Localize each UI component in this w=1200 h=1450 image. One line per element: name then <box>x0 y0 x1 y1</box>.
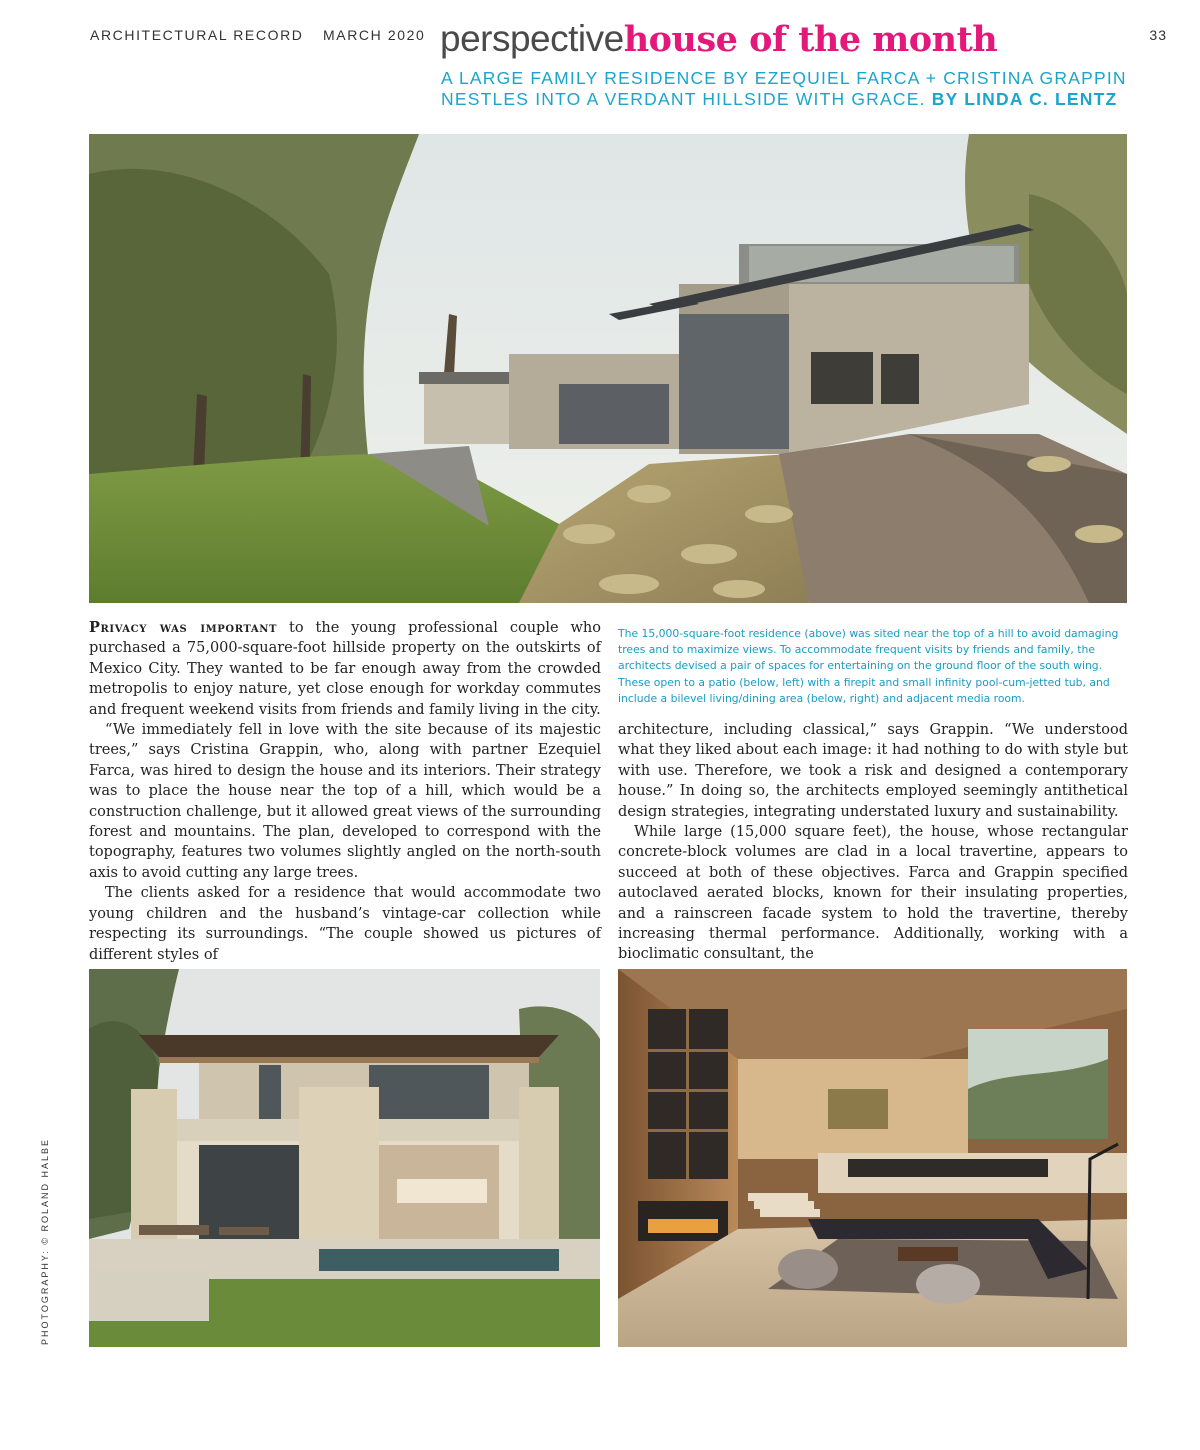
hero-photo-exterior <box>89 134 1127 603</box>
masthead <box>90 27 425 43</box>
patio-illustration <box>89 969 600 1347</box>
living-room-illustration <box>618 969 1127 1347</box>
paragraph-1-text: to the young professional couple who purchased a 75,000-square-foot hillside property on the outskirts of Mexico City. They wanted to be far enough away from the crowded metropolis to enjoy nature, yet close enough for workday commutes and frequent weekend visits from friends and family living in the city. <box>89 620 601 718</box>
photo-living-room <box>618 969 1127 1347</box>
byline: BY LINDA C. LENTZ <box>931 89 1118 109</box>
exterior-illustration <box>89 134 1127 603</box>
article-column-right <box>618 720 1128 965</box>
deck-text: A LARGE FAMILY RESIDENCE BY EZEQUIEL FARCA + CRISTINA GRAPPIN NESTLES INTO A VERDANT HILLSIDE WITH GRACE. <box>441 68 1127 109</box>
photo-caption: The 15,000-square-foot residence (above) was sited near the top of a hill to avoid damaging trees and to maximize views. To accommodate frequent visits by friends and family, the architects devised a pair of spaces for entertaining on the ground floor of the south wing. These open to a patio (below, left) with a firepit and small infinity pool-cum-jetted tub, and include a bilevel living/dining area (below, right) and adjacent media room. <box>618 627 1119 705</box>
paragraph-5: While large (15,000 square feet), the house, whose rectangular concrete-block volumes are clad in a local travertine, appears to succeed at both of these objectives. Farca and Grappin specified autoclaved aerated blocks, known for their insulating properties, and a rainscreen facade system to hold the travertine, thereby increasing thermal performance. Additionally, working with a bioclimatic consultant, the <box>618 824 1128 963</box>
paragraph-3: The clients asked for a residence that would accommodate two young children and the husband’s vintage-car collection while respecting its surroundings. “The couple showed us pictures of different styles of <box>89 885 601 963</box>
article-deck <box>441 68 1141 110</box>
lead-in: Privacy was important <box>89 619 278 636</box>
photo-credit: PHOTOGRAPHY: © ROLAND HALBE <box>40 1137 50 1345</box>
paragraph-1 <box>89 618 601 720</box>
section-name: house of the month <box>623 19 998 60</box>
article-column-left <box>89 618 601 965</box>
section-kicker: perspective <box>440 18 624 59</box>
paragraph-4: architecture, including classical,” says Grappin. “We understood what they liked about each image: it had nothing to do with style but with use. Therefore, we took a risk and designed a contemporary house.” In doing so, the architects employed seemingly antithetical design strategies, integrating understated luxury and sustainability. <box>618 722 1128 820</box>
issue-date: MARCH 2020 <box>323 27 426 43</box>
page-number: 33 <box>1149 27 1167 43</box>
photo-patio <box>89 969 600 1347</box>
paragraph-2: “We immediately fell in love with the site because of its majestic trees,” says Cristina Grappin, who, along with partner Ezequiel Farca, was hired to design the house and its interiors. Their strategy was to place the house near the top of a hill, which would be a construction challenge, but it allowed great views of the surrounding forest and mountains. The plan, developed to correspond with the topography, features two volumes slightly angled on the north-south axis to avoid cutting any large trees. <box>89 722 601 881</box>
publication-name: ARCHITECTURAL RECORD <box>90 27 304 43</box>
section-title <box>440 18 998 60</box>
